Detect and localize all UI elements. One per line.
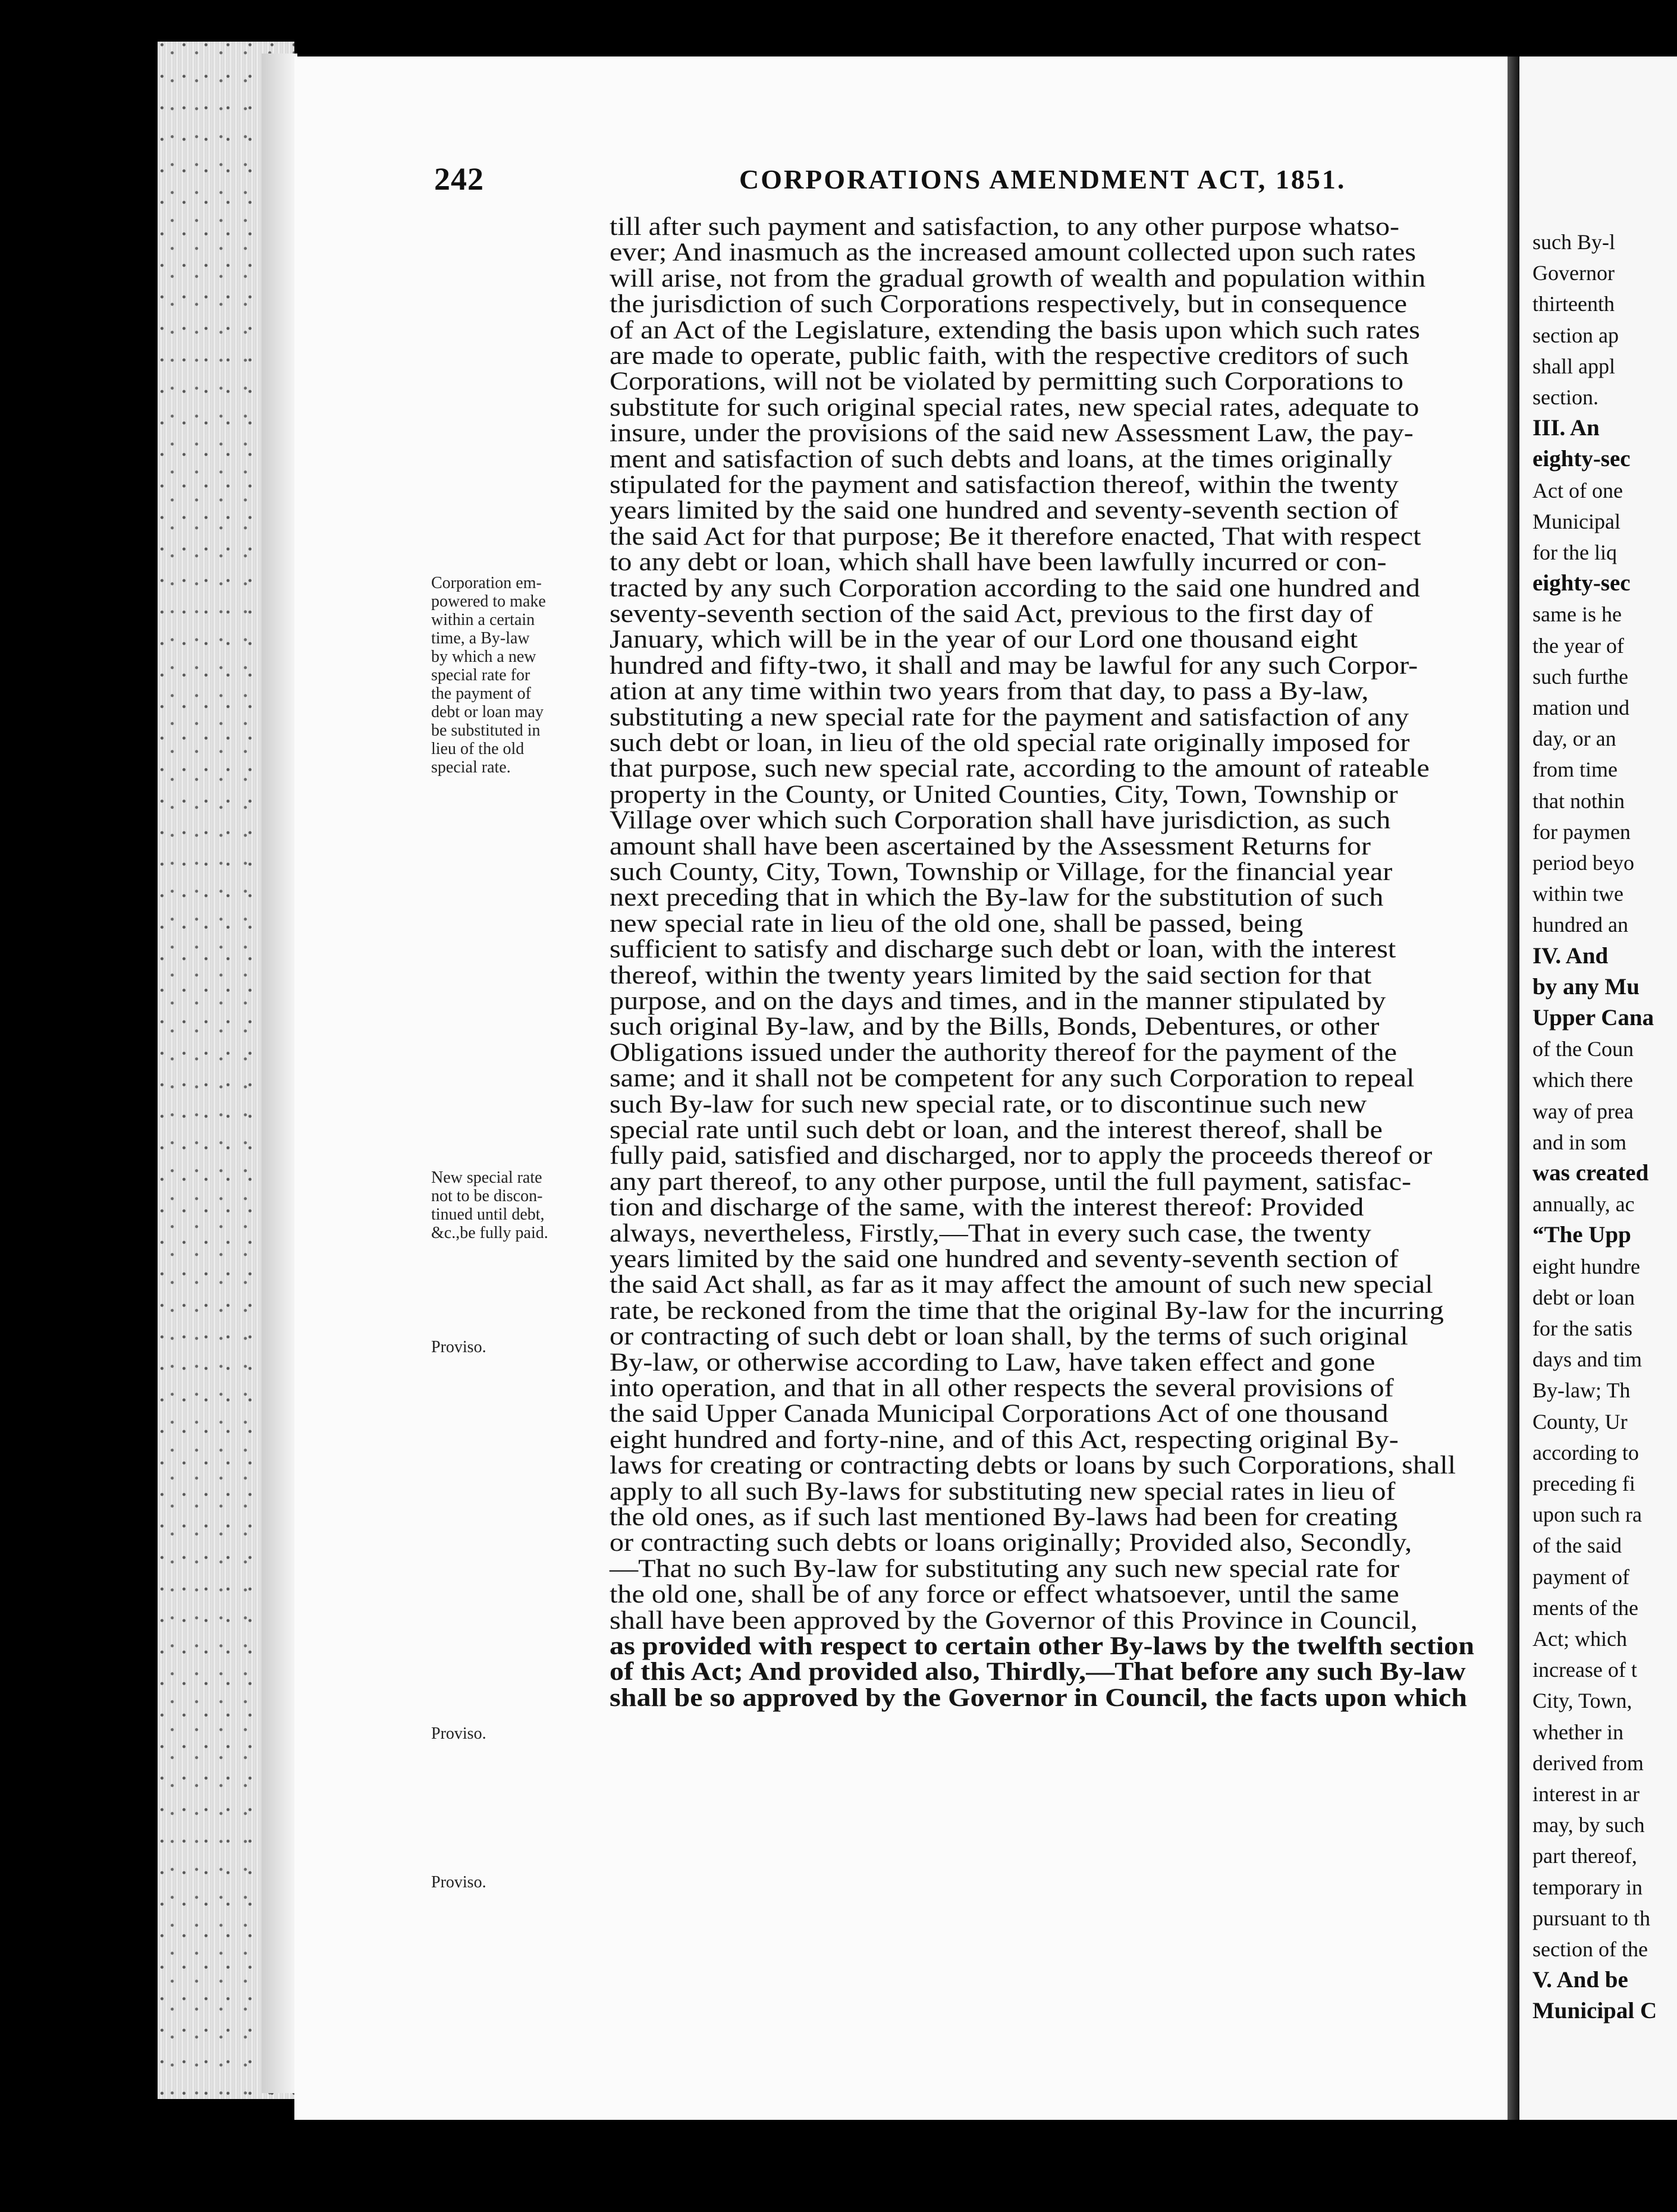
body-line: hundred and fifty-two, it shall and may be lawful for any such Corpor- (610, 651, 1418, 680)
body-line: will arise, not from the gradual growth of wealth and population within (610, 264, 1426, 293)
body-line: into operation, and that in all other respects the several provisions of (610, 1374, 1394, 1402)
body-line: tracted by any such Corporation according to the said one hundred and (610, 574, 1420, 602)
adjacent-page-line: part thereof, (1532, 1844, 1637, 1868)
body-line: always, nevertheless, Firstly,—That in every such case, the twenty (610, 1219, 1371, 1248)
adjacent-page-line: which there (1532, 1068, 1633, 1092)
adjacent-page-line: temporary in (1532, 1875, 1643, 1899)
adjacent-page-line: for paymen (1532, 819, 1631, 844)
body-line: January, which will be in the year of our Lord one thousand eight (610, 626, 1358, 654)
body-line: Corporations, will not be violated by permitting such Corporations to (610, 367, 1403, 396)
body-line: rate, be reckoned from the time that the original By-law for the incurring (610, 1296, 1444, 1325)
body-line: the jurisdiction of such Corporations respectively, but in consequence (610, 290, 1408, 319)
adjacent-page-line: “The Upp (1532, 1222, 1631, 1248)
margin-note-line: special rate for (431, 666, 530, 684)
adjacent-page-line: the year of (1532, 633, 1624, 658)
margin-note-line: Proviso. (431, 1724, 486, 1743)
margin-note-line: by which a new (431, 648, 536, 666)
adjacent-page-line: hundred an (1532, 913, 1628, 937)
body-line: amount shall have been ascertained by the Assessment Returns for (610, 832, 1371, 860)
body-line: Village over which such Corporation shall have jurisdiction, as such (610, 806, 1391, 835)
body-line: substitute for such original special rates, new special rates, adequate to (610, 393, 1420, 422)
adjacent-page-line: Municipal C (1532, 1998, 1657, 2024)
body-line: the old ones, as if such last mentioned By-laws had been for creating (610, 1503, 1398, 1531)
adjacent-page-line: according to (1532, 1440, 1639, 1465)
margin-note-line: Proviso. (431, 1873, 486, 1891)
margin-note-line: tinued until debt, (431, 1205, 545, 1224)
adjacent-page-line: may, by such (1532, 1813, 1645, 1837)
body-line: of this Act; And provided also, Thirdly,—That before any such By-law (610, 1658, 1466, 1686)
adjacent-page-line: thirteenth (1532, 292, 1615, 316)
book-gutter (1508, 56, 1519, 2120)
adjacent-page-line: section. (1532, 385, 1599, 409)
adjacent-page-line: IV. And (1532, 942, 1609, 969)
body-line: such debt or loan, in lieu of the old special rate originally imposed for (610, 729, 1410, 757)
margin-note (431, 1168, 604, 1242)
body-line: the said Upper Canada Municipal Corporations Act of one thousand (610, 1400, 1389, 1428)
margin-note-line: Proviso. (431, 1338, 486, 1356)
adjacent-page-line: Upper Cana (1532, 1005, 1654, 1030)
adjacent-page-line: debt or loan (1532, 1285, 1635, 1309)
body-line: are made to operate, public faith, with the respective creditors of such (610, 342, 1409, 370)
adjacent-page-line: section ap (1532, 323, 1619, 347)
body-line: eight hundred and forty-nine, and of this Act, respecting original By- (610, 1425, 1399, 1454)
body-line: such By-law for such new special rate, or to discontinue such new (610, 1090, 1367, 1118)
margin-note-line: Corporation em- (431, 574, 542, 592)
proviso-note (431, 1873, 604, 1891)
body-line: years limited by the said one hundred and seventy-seventh section of (610, 1245, 1399, 1273)
adjacent-page (1519, 56, 1677, 2120)
body-line: special rate until such debt or loan, and the interest thereof, shall be (610, 1116, 1383, 1144)
adjacent-page-line: that nothin (1532, 788, 1625, 813)
adjacent-page-line: Act; which (1532, 1627, 1627, 1651)
adjacent-page-line: by any Mu (1532, 973, 1640, 1000)
margin-note-line: the payment of (431, 684, 531, 703)
adjacent-page-line: eight hundre (1532, 1254, 1640, 1278)
page-number: 242 (434, 161, 484, 197)
adjacent-page-line: pursuant to th (1532, 1906, 1650, 1930)
adjacent-page-line: County, Ur (1532, 1409, 1628, 1434)
body-line: apply to all such By-laws for substituting new special rates in lieu of (610, 1477, 1396, 1506)
margin-note-line: New special rate (431, 1168, 542, 1187)
margin-note-line: special rate. (431, 758, 511, 777)
adjacent-page-line: Governor (1532, 261, 1615, 285)
body-line: that purpose, such new special rate, according to the amount of rateable (610, 755, 1430, 783)
adjacent-page-line: eighty-sec (1532, 446, 1631, 472)
adjacent-page-line: such furthe (1532, 664, 1628, 689)
body-line: fully paid, satisfied and discharged, nor to apply the proceeds thereof or (610, 1142, 1433, 1170)
body-line: property in the County, or United Counties, City, Town, Township or (610, 780, 1398, 809)
body-line: new special rate in lieu of the old one, shall be passed, being (610, 909, 1304, 938)
body-line: substituting a new special rate for the payment and satisfaction of any (610, 703, 1409, 731)
adjacent-page-line: within twe (1532, 882, 1623, 906)
margin-note-line: not to be discon- (431, 1187, 543, 1205)
adjacent-page-line: such By-l (1532, 230, 1615, 254)
margin-note-line: within a certain (431, 611, 535, 629)
body-line: years limited by the said one hundred and seventy-seventh section of (610, 497, 1399, 525)
body-line: ever; And inasmuch as the increased amount collected upon such rates (610, 238, 1417, 267)
body-line: to any debt or loan, which shall have been lawfully incurred or con- (610, 548, 1387, 577)
body-line: same; and it shall not be competent for any such Corporation to repeal (610, 1064, 1415, 1093)
margin-note-line: debt or loan may (431, 703, 544, 721)
adjacent-page-line: days and tim (1532, 1347, 1642, 1372)
adjacent-page-line: from time (1532, 758, 1618, 782)
body-line: purpose, and on the days and times, and in the manner stipulated by (610, 987, 1386, 1015)
adjacent-page-line: for the liq (1532, 541, 1617, 564)
body-line: the said Act shall, as far as it may affect the amount of such new special (610, 1271, 1433, 1299)
adjacent-page-line: V. And be (1532, 1967, 1628, 1993)
adjacent-page-line: upon such ra (1532, 1503, 1642, 1527)
body-line: thereof, within the twenty years limited by the said section for that (610, 961, 1372, 989)
adjacent-page-line: interest in ar (1532, 1782, 1640, 1806)
body-line: By-law, or otherwise according to Law, have taken effect and gone (610, 1348, 1375, 1377)
adjacent-page-line: was created (1532, 1160, 1649, 1186)
adjacent-page-line: preceding fi (1532, 1472, 1635, 1495)
body-line: any part thereof, to any other purpose, until the full payment, satisfac- (610, 1167, 1412, 1196)
adjacent-page-line: mation und (1532, 696, 1629, 719)
proviso-note (431, 1338, 604, 1356)
body-line: insure, under the provisions of the said new Assessment Law, the pay- (610, 419, 1414, 448)
adjacent-page-line: ments of the (1532, 1595, 1638, 1620)
adjacent-page-line: same is he (1532, 602, 1622, 627)
body-line: shall have been approved by the Governor of this Province in Council, (610, 1606, 1418, 1635)
margin-note-line: be substituted in (431, 721, 541, 740)
adjacent-page-line: shall appl (1532, 354, 1615, 378)
adjacent-page-line: whether in (1532, 1720, 1623, 1744)
body-line: the old one, shall be of any force or effect whatsoever, until the same (610, 1581, 1399, 1609)
body-line: ation at any time within two years from that day, to pass a By-law, (610, 677, 1369, 706)
body-line: of an Act of the Legislature, extending the basis upon which such rates (610, 316, 1420, 344)
margin-note-line: &c.,be fully paid. (431, 1224, 548, 1242)
adjacent-page-line: City, Town, (1532, 1689, 1632, 1713)
body-line: ment and satisfaction of such debts and loans, at the times originally (610, 445, 1393, 473)
body-line: as provided with respect to certain other By-laws by the twelfth section (610, 1632, 1475, 1660)
margin-note-line: lieu of the old (431, 740, 525, 758)
body-line: shall be so approved by the Governor in Council, the facts upon which (610, 1683, 1467, 1712)
adjacent-page-line: annually, ac (1532, 1192, 1635, 1217)
proviso-note (431, 1724, 604, 1743)
adjacent-page-line: III. An (1532, 415, 1600, 441)
adjacent-page-line: section of the (1532, 1937, 1648, 1961)
adjacent-page-line: increase of t (1532, 1658, 1637, 1682)
body-line: laws for creating or contracting debts or loans by such Corporations, shall (610, 1451, 1456, 1480)
body-line: seventy-seventh section of the said Act, previous to the first day of (610, 600, 1373, 628)
margin-note (431, 574, 604, 777)
adjacent-page-line: way of prea (1532, 1099, 1634, 1123)
running-title: CORPORATIONS AMENDMENT ACT, 1851. (739, 164, 1346, 194)
page-edge-shadow (262, 54, 297, 2093)
body-line: or contracting such debts or loans originally; Provided also, Secondly, (610, 1529, 1412, 1557)
body-line: sufficient to satisfy and discharge such debt or loan, with the interest (610, 935, 1396, 964)
body-line: stipulated for the payment and satisfaction thereof, within the twenty (610, 471, 1399, 499)
adjacent-page-line: eighty-sec (1532, 570, 1631, 596)
adjacent-page-line: for the satis (1532, 1316, 1632, 1340)
margin-note-line: time, a By-law (431, 629, 530, 648)
body-line: the said Act for that purpose; Be it therefore enacted, That with respect (610, 522, 1421, 551)
adjacent-page-line: and in som (1532, 1130, 1626, 1154)
adjacent-page-line: of the said (1532, 1534, 1622, 1558)
adjacent-page-line: of the Coun (1532, 1037, 1634, 1061)
adjacent-page-line: payment of (1532, 1564, 1629, 1589)
body-line: —That no such By-law for substituting any such new special rate for (610, 1554, 1400, 1583)
adjacent-page-line: Act of one (1532, 478, 1623, 502)
margin-note-line: powered to make (431, 592, 546, 611)
adjacent-page-line: derived from (1532, 1751, 1644, 1775)
body-line: Obligations issued under the authority thereof for the payment of the (610, 1038, 1398, 1067)
body-line: such original By-law, and by the Bills, Bonds, Debentures, or other (610, 1013, 1380, 1041)
adjacent-page-line: Municipal (1532, 509, 1621, 533)
adjacent-page-line: By-law; Th (1532, 1378, 1631, 1403)
body-line: tion and discharge of the same, with the interest thereof: Provided (610, 1193, 1364, 1222)
body-line: such County, City, Town, Township or Village, for the financial year (610, 858, 1393, 886)
body-line: next preceding that in which the By-law for the substitution of such (610, 884, 1384, 912)
adjacent-page-line: period beyo (1532, 851, 1634, 875)
body-line: or contracting of such debt or loan shall, by the terms of such original (610, 1322, 1408, 1351)
body-line: till after such payment and satisfaction, to any other purpose whatso- (610, 213, 1400, 241)
adjacent-page-line: day, or an (1532, 727, 1616, 751)
